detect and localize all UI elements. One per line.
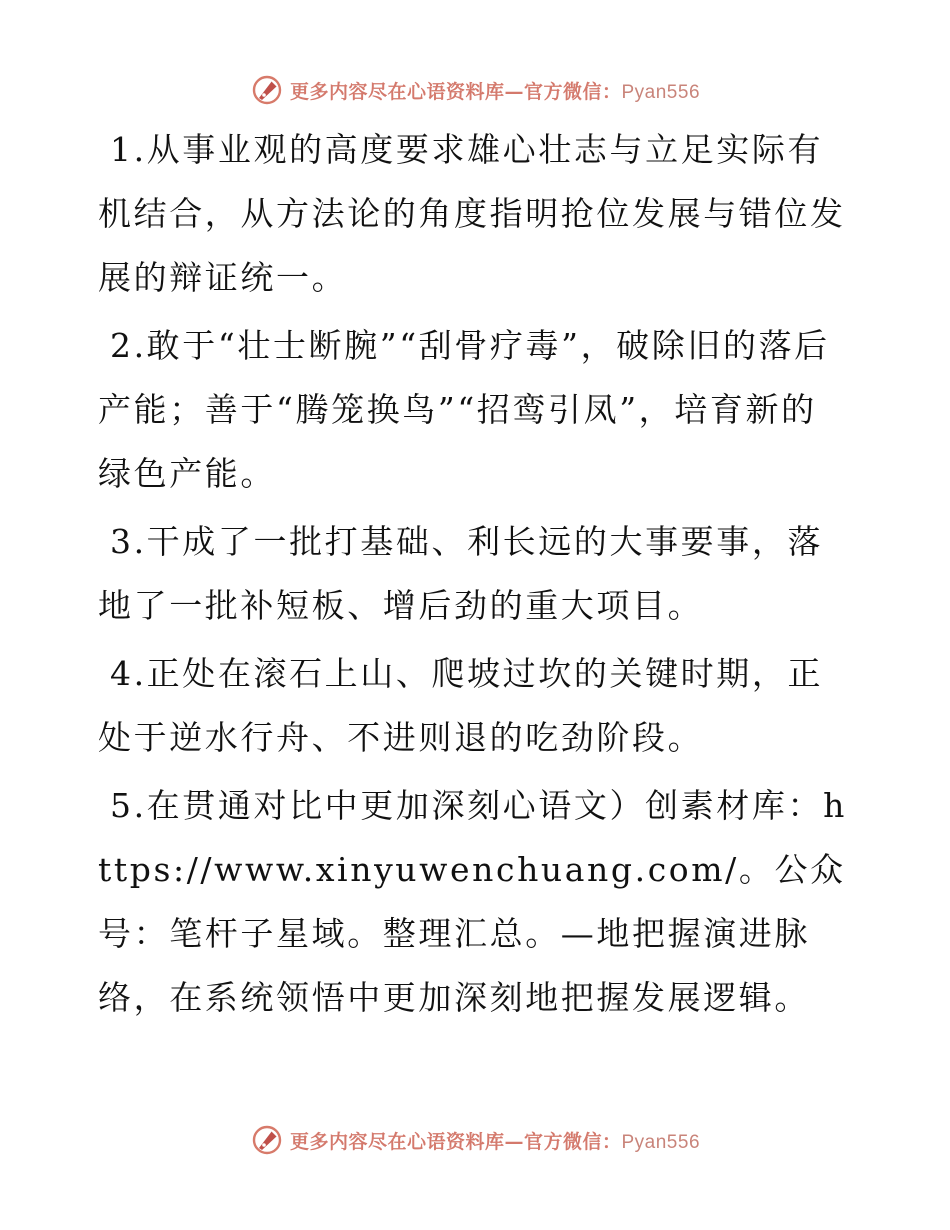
footer-banner-text (290, 1127, 700, 1154)
header-banner-label: 更多内容尽在心语资料库—官方微信： (289, 80, 622, 103)
pen-nib-logo-icon (250, 73, 284, 107)
paragraph-5: 5.在贯通对比中更加深刻心语文）创素材库：https://www.xinyuwenchuang.com/。公众号：笔杆子星域。整理汇总。—地把握演进脉络，在系统领悟中更加深刻地把握发展逻辑。 (98, 786, 847, 1017)
paragraph-2: 2.敢于“壮士断腕”“刮骨疗毒”，破除旧的落后产能；善于“腾笼换鸟”“招鸾引凤”，培育新的绿色产能。 (98, 326, 830, 493)
paragraph-1: 1.从事业观的高度要求雄心壮志与立足实际有机结合，从方法论的角度指明抢位发展与错位发展的辩证统一。 (98, 130, 846, 297)
footer-banner-label: 更多内容尽在心语资料库—官方微信： (289, 1130, 622, 1153)
header-banner-id: Pyan556 (621, 81, 701, 103)
document-body (98, 118, 850, 1034)
pen-nib-logo-icon (250, 1123, 284, 1157)
header-banner (0, 70, 950, 110)
paragraph-4: 4.正处在滚石上山、爬坡过坎的关键时期，正处于逆水行舟、不进则退的吃劲阶段。 (98, 654, 824, 757)
footer-banner (0, 1120, 950, 1160)
header-banner-text (290, 77, 700, 104)
paragraph-3: 3.干成了一批打基础、利长远的大事要事，落地了一批补短板、增后劲的重大项目。 (98, 522, 824, 625)
footer-banner-id: Pyan556 (621, 1131, 701, 1153)
